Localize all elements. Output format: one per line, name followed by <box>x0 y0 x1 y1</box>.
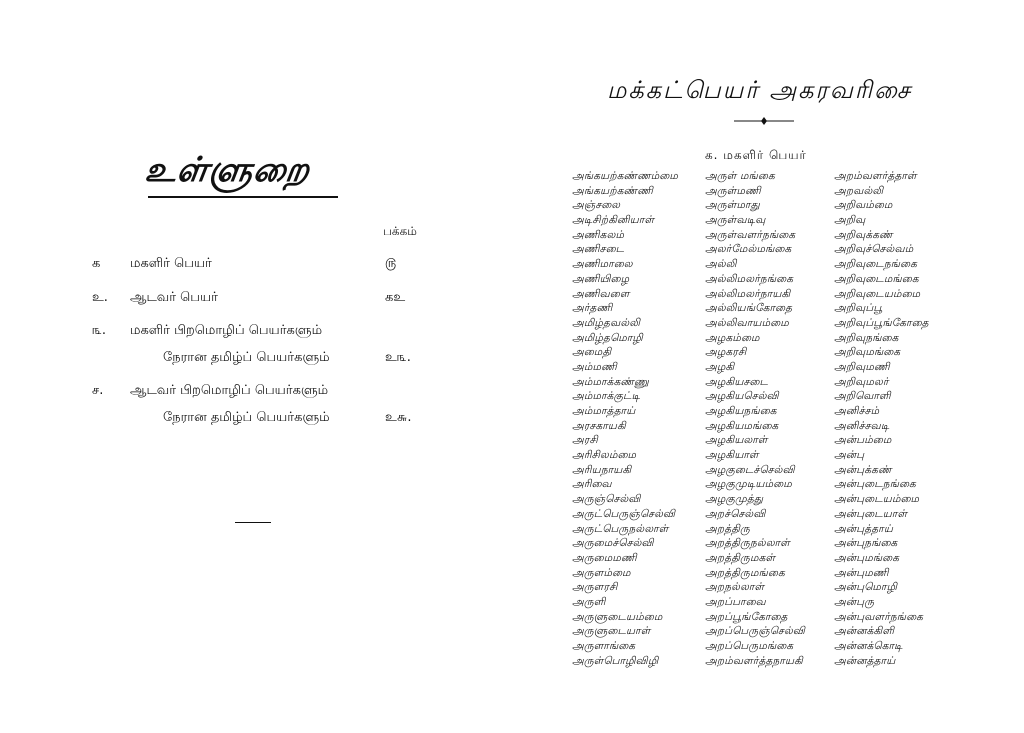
name-entry: அல்லியங்கோதை <box>705 302 793 315</box>
name-entry: அன்பம்மை <box>834 434 892 447</box>
name-entry: அன்புடையாள் <box>834 507 908 520</box>
contents-title: உள்ளுறை <box>142 150 313 190</box>
name-entry: அறத்திரு <box>705 522 750 535</box>
name-entry: அன்பு <box>834 449 865 462</box>
name-entry: அழகுடைச்செல்வி <box>705 463 795 476</box>
name-entry: அறிவுமங்கை <box>834 346 901 359</box>
section-header: க. மகளிர் பெயர் <box>705 148 807 162</box>
toc-row-number: ச. <box>92 383 104 398</box>
name-entry: அறிவுடையம்மை <box>834 287 921 300</box>
ornament-divider <box>734 116 794 126</box>
name-entry: அனிச்சம் <box>834 405 880 417</box>
toc-row-page: ௫ <box>385 256 397 271</box>
name-entry: அழகுமுடியம்மை <box>705 478 792 491</box>
name-entry: அனிச்சவடி <box>834 419 890 432</box>
name-entry: அழகி <box>705 360 735 373</box>
name-entry: அடிசிற்கினியாள் <box>572 214 655 227</box>
toc-row-title: நேரான தமிழ்ப் பெயர்களும் <box>163 410 330 425</box>
toc-row-title: ஆடவர் பெயர் <box>130 290 218 305</box>
name-entry: அழகுமுத்து <box>705 493 764 506</box>
name-entry: அங்கயற்கண்ணம்மை <box>572 170 679 182</box>
name-entry: அரிசிலம்மை <box>572 449 637 462</box>
name-entry: அறிவுடைநங்கை <box>834 258 918 271</box>
name-entry: அறப்பெருஞ்செல்வி <box>705 625 806 638</box>
name-entry: அரியநாயகி <box>572 463 632 476</box>
name-column-3 <box>834 169 929 668</box>
name-column-2 <box>705 169 805 668</box>
name-entry: அங்கயற்கண்ணி <box>572 184 654 197</box>
name-entry: அறிவுமலர் <box>834 375 889 388</box>
name-entry: அருள்வடிவு <box>705 214 766 227</box>
name-entry: அழகியமங்கை <box>705 419 779 432</box>
toc-row-title: நேரான தமிழ்ப் பெயர்களும் <box>163 350 330 365</box>
name-entry: அம்மாக்குட்டி <box>572 390 641 403</box>
name-entry: அருளம்மை <box>572 566 631 579</box>
toc-row-title: மகளிர் பெயர் <box>130 256 212 271</box>
name-entry: அறம்வளர்த்தநாயகி <box>705 654 803 667</box>
toc-row-page: கஉ <box>385 290 406 305</box>
name-entry: அரசி <box>572 434 598 447</box>
name-entry: அணிசடை <box>572 243 625 256</box>
name-entry: அன்புத்தாய் <box>834 522 894 535</box>
name-entry: அறிவுப்பூ <box>834 302 883 315</box>
name-entry: அன்னத்தாய் <box>834 654 896 667</box>
name-entry: அன்புநங்கை <box>834 537 898 550</box>
name-entry: அழகியசடை <box>705 375 769 388</box>
name-entry: அறிவொளி <box>834 390 891 403</box>
name-entry: அரசகாயகி <box>572 419 626 432</box>
name-entry: அன்புக்கண் <box>834 463 892 476</box>
name-entry: அன்புமங்கை <box>834 551 900 564</box>
name-entry: அறிவுச்செல்வம் <box>834 243 914 256</box>
name-entry: அன்புமொழி <box>834 581 898 594</box>
name-entry: அமிழ்தவல்லி <box>572 316 641 329</box>
name-entry: அறிவுக்கண் <box>834 228 893 241</box>
name-entry: அன்புடைநங்கை <box>834 478 916 491</box>
name-entry: அறிவு <box>834 214 866 227</box>
name-entry: அறவல்லி <box>834 184 884 197</box>
name-entry: அஞ்சலை <box>572 199 621 212</box>
name-entry: அருளி <box>572 595 606 608</box>
name-entry: அருள்பொழிவிழி <box>572 654 659 667</box>
name-entry: அமைதி <box>572 346 612 359</box>
name-entry: அறிவுடைமங்கை <box>834 272 919 285</box>
title-underline <box>148 196 338 198</box>
name-entry: அழகியசெல்வி <box>705 390 779 403</box>
toc-row-title: மகளிர் பிறமொழிப் பெயர்களும் <box>130 323 323 338</box>
name-entry: அரிவை <box>572 478 612 491</box>
name-entry: அழகியாள் <box>705 449 759 462</box>
name-entry: அறப்பெருமங்கை <box>705 640 794 652</box>
name-entry: அருளரசி <box>572 581 618 594</box>
name-entry: அன்புரு <box>834 595 875 608</box>
name-entry: அல்லிமலர்நங்கை <box>705 272 794 285</box>
end-rule <box>235 522 271 523</box>
name-entry: அருள்மணி <box>705 184 761 197</box>
name-entry: அன்புடையம்மை <box>834 493 920 506</box>
name-entry: அணிகலம் <box>572 228 625 241</box>
name-entry: அருளுடையம்மை <box>572 610 663 623</box>
name-entry: அறிவுமணி <box>834 360 890 373</box>
name-entry: அறப்பாவை <box>705 595 766 608</box>
name-entry: அருட்பெருஞ்செல்வி <box>572 507 676 520</box>
name-entry: அறச்செல்வி <box>705 507 766 520</box>
name-entry: அருளாங்கை <box>572 640 636 652</box>
name-column-1 <box>572 169 678 668</box>
name-entry: அறம்வளர்த்தாள் <box>834 170 917 182</box>
name-entry: அழகம்மை <box>705 331 760 344</box>
name-entry: அல்லி <box>705 258 737 271</box>
name-entry: அருமைமணி <box>572 551 637 564</box>
name-entry: அருஞ்செல்வி <box>572 493 641 506</box>
name-entry: அறிவுப்பூங்கோதை <box>834 316 929 329</box>
name-entry: அறிவுநங்கை <box>834 331 899 344</box>
name-entry: அன்புமணி <box>834 566 889 579</box>
toc-row-page: உ௬. <box>385 410 412 425</box>
page-column-header: பக்கம் <box>383 224 417 238</box>
name-entry: அழகியநங்கை <box>705 405 777 417</box>
name-entry: அருளுடையாள் <box>572 625 651 638</box>
name-entry: அருள்வளர்நங்கை <box>705 228 796 241</box>
name-entry: அருமைச்செல்வி <box>572 537 654 550</box>
name-entry: அன்னக்கிளி <box>834 625 895 638</box>
name-entry: அணியிழை <box>572 272 630 285</box>
name-entry: அருட்பெருநல்லாள் <box>572 522 669 535</box>
index-page <box>512 0 1024 733</box>
name-entry: அழகியலாள் <box>705 434 768 447</box>
index-title: மக்கட்பெயர் அகரவரிசை <box>607 76 913 104</box>
name-entry: அர்தணி <box>572 302 613 315</box>
toc-row-number: உ. <box>92 290 108 305</box>
name-entry: அருள்மாது <box>705 199 760 212</box>
name-entry: அருள் மங்கை <box>705 170 775 182</box>
name-entry: அறத்திருமங்கை <box>705 566 785 579</box>
name-entry: அறத்திருமகள் <box>705 551 776 564</box>
name-entry: அல்லிவாயம்மை <box>705 316 789 329</box>
name-entry: அமிழ்தமொழி <box>572 331 643 344</box>
name-entry: அணிமாலை <box>572 258 633 271</box>
toc-row-page: உ௩. <box>385 350 411 365</box>
name-entry: அணிவளை <box>572 287 630 300</box>
name-entry: அறத்திருநல்லாள் <box>705 537 790 550</box>
name-entry: அறிவம்மை <box>834 199 893 212</box>
name-entry: அன்புவளர்நங்கை <box>834 610 924 623</box>
name-entry: அம்மாத்தாய் <box>572 405 636 417</box>
name-entry: அறநல்லாள் <box>705 581 765 594</box>
name-entry: அறப்பூங்கோதை <box>705 610 788 623</box>
name-entry: அழகரசி <box>705 346 747 359</box>
name-entry: அலர்மேல்மங்கை <box>705 243 792 256</box>
name-entry: அம்மணி <box>572 360 617 373</box>
name-entry: அம்மாக்கண்ணு <box>572 375 649 388</box>
name-entry: அல்லிமலர்நாயகி <box>705 287 791 300</box>
toc-row-number: ௩. <box>92 323 107 338</box>
name-entry: அன்னக்கொடி <box>834 640 903 652</box>
toc-row-title: ஆடவர் பிறமொழிப் பெயர்களும் <box>130 383 329 398</box>
toc-row-number: க <box>92 256 101 271</box>
